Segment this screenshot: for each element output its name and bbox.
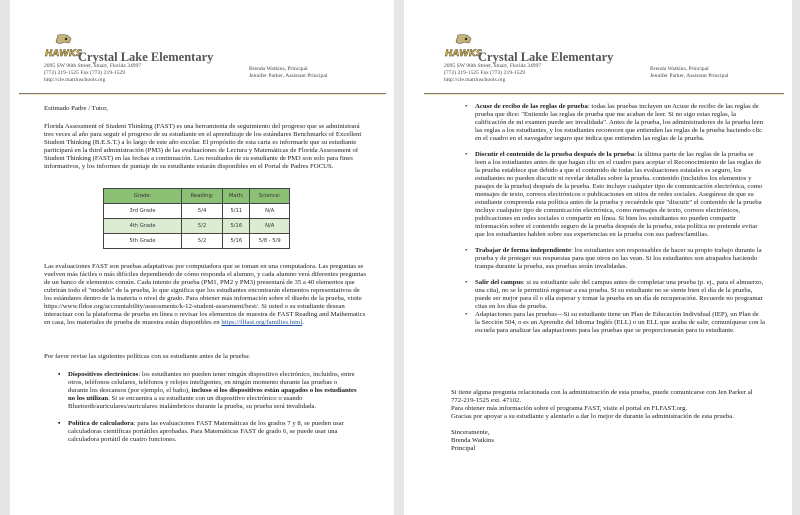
header-reading: Reading: [182, 189, 223, 204]
phone-fax: (772) 219-1525 Fax (772) 219-1529 [444, 70, 526, 76]
principal-name: Brenda Watkins, Principal [249, 66, 308, 72]
cell-math: 5/11 [223, 204, 250, 219]
phone-fax: (772) 219-1525 Fax (772) 219-1529 [44, 70, 126, 76]
item-text: . Si se encuentra a su estudiante con un dispositivo electrónico o usando Bluetooth/auriculares/auriculares inalámbricos durante la prueba, su prueba será invalidada. [68, 395, 317, 410]
assistant-principal-name: Jennifer Parker, Assistant Principal [249, 73, 328, 79]
bullet-icon: ▪ [58, 420, 61, 427]
svg-text:HAWKS: HAWKS [45, 49, 83, 59]
school-name: Crystal Lake Elementary [78, 50, 214, 64]
bullet-icon: • [465, 247, 468, 254]
list-item [465, 151, 765, 239]
school-website: http://cle.martinschools.org [444, 77, 506, 83]
signer-title: Principal [451, 445, 476, 452]
item-label: Discutir el contenido de la prueba después de la prueba [475, 151, 635, 158]
svg-text:HAWKS: HAWKS [445, 49, 483, 59]
header-science: Science: [250, 189, 290, 204]
test-schedule-table [103, 188, 290, 249]
item-label: Política de calculadora [68, 420, 134, 427]
list-item [465, 103, 765, 143]
cell-math: 5/16 [223, 219, 250, 234]
cell-science: 5/8 - 5/9 [250, 234, 290, 249]
table-row [104, 234, 290, 249]
table-row [104, 219, 290, 234]
bullet-icon: • [465, 311, 468, 318]
assistant-principal-name: Jennifer Parker, Assistant Principal [650, 73, 729, 79]
cell-math: 5/16 [223, 234, 250, 249]
header-divider [19, 93, 386, 95]
header-divider [424, 93, 784, 95]
policy-list-continued [465, 103, 766, 343]
item-text: : los estudiantes no pueden tener ningún dispositivo electrónico, incluidos, entre otros, teléfonos celulares, teléfonos y relojes inteligentes, en ningún momento durante las pruebas o durante los descansos (por ejemplo, el baño), [68, 371, 355, 394]
bullet-icon: • [465, 279, 468, 286]
closing: Sinceramente, [451, 429, 490, 436]
street-address: 2095 SW 96th Street, Stuart, Florida 34997 [44, 63, 142, 69]
policy-list [58, 371, 358, 452]
bullet-icon: ▪ [58, 371, 61, 378]
school-name: Crystal Lake Elementary [478, 50, 614, 64]
table-row [104, 204, 290, 219]
item-text: : los estudiantes son responsables de hacer su propio trabajo durante la prueba y de proteger sus respuestas para que otros no las vean. Si los estudiantes son atrapados haciendo trampa durante la prueba, sus pruebas serán invalidadas. [475, 247, 762, 270]
families-link[interactable]: https://flfast.org/families.html [221, 319, 303, 326]
intro-paragraph: Florida Assessment of Student Thinking (FAST) es una herramienta de seguimiento del progreso que se administrará tres veces al año para seguir el progreso de su estudiante en el aprendizaje de los estándares Benchmarks of Excellent Student Thinking (B.E.S.T.) a lo largo de este año escolar. El propósito de esta carta es informarle que su estudiante participará en la third administración (PM3) de las evaluaciones de Lectura y Matemáticas de Florida Assessment of Student Thinking (FAST) en las fechas a continuación. Los resultados de su estudiante de PM3 son solo para fines informativos, y los informes de puntaje de su estudiante estarán disponibles en el Portal de Padres FOCUS. [44, 123, 362, 170]
item-text: Adaptaciones para las pruebas—Si su estudiante tiene un Plan de Educación Individual (IEP), un Plan de la Sección 504, o es un Aprendiz del Idioma Inglés (ELL) o un ELL que acaba de salir, comuníquese con la escuela para analizar las adaptaciones para las pruebas que se proporcionarán para tu estudiante. [475, 311, 766, 334]
cell-science: N/A [250, 219, 290, 234]
adaptive-tests-paragraph [44, 263, 366, 327]
period: . [302, 319, 304, 326]
list-item [465, 311, 766, 335]
cell-grade: 4th Grade [104, 219, 182, 234]
cell-grade: 3rd Grade [104, 204, 182, 219]
more-info-text: Para obtener más información sobre el programa FAST, visite el portal en FLFAST.org. [451, 405, 688, 412]
table-header-row [104, 189, 290, 204]
principal-name: Brenda Watkins, Principal [650, 66, 709, 72]
signer-name: Brenda Watkins [451, 437, 495, 444]
item-label: Dispositivos electrónicos [68, 371, 139, 378]
item-text: : si su estudiante sale del campus antes de completar una prueba (p. ej., para el almuerzo, una cita), no se le permitirá regresar a esa prueba. Si su estudiante no se siente bien el día de la prueba, puede ser mejor para él o ella esperar y tomar la prueba en un día de recuperación. Recuerde no programar citas en los días de prueba. [475, 279, 764, 310]
paragraph-text: Las evaluaciones FAST son pruebas adaptativas por computadora que se toman en una computadora. Las preguntas se vuelven más fáciles o más difíciles dependiendo de cómo responda el alumno, y cada alumno verá diferentes preguntas de un banco de elementos común. Cada intento de prueba (PM1, PM2 y PM3) presentará de 35 a 40 elementos que cubrirán todo el "modelo" de la prueba, lo que significa que los estudiantes encontrarán elementos representativos de los estándares dentro de la materia o nivel de grado. Para obtener más información sobre el diseño de la prueba, visite https://www.fldoe.org/accountability/assessments/k-12-student-assesment/best/. Si usted o su estudiante desean interactuar con la plataforma de prueba en línea o revisar los elementos de muestra de FAST Reading and Mathematics en casa, los materiales de prueba de muestra están disponibles en [44, 263, 367, 326]
header-math: Math: [223, 189, 250, 204]
item-text: : la última parte de las reglas de la prueba se leen a los estudiantes antes de que hagan clic en el cuadro para aceptar el Reconocimiento de las reglas de la prueba establece que debido a que el contenido de todas las evaluaciones estatales es seguro, los estudiantes no pueden discutir ni revelar detalles sobre la prueba. contenido (incluidos los elementos y pasajes de la prueba) después de la prueba. Esto incluye cualquier tipo de comunicación electrónica, como mensajes de texto, correos electrónicos o publicaciones en sitios de redes sociales. Asegúrese de que su estudiante comprenda esta política antes de la prueba y recuérdele que "discutir" el contenido de la prueba incluye cualquier tipo de comunicación electrónica, como mensajes de texto, correos electrónicos, publicaciones en redes sociales o compartir en línea. Si bien los estudiantes no pueden compartir información sobre el contenido seguro de la prueba después de la prueba, esta política no pretende evitar que los estudiantes hablen sobre sus experiencias en la prueba con sus padres/familias. [475, 151, 763, 238]
cell-reading: 5/2 [182, 219, 223, 234]
staff-list [249, 66, 327, 80]
bullet-icon: • [465, 151, 468, 158]
thanks-text: Gracias por apoyar a su estudiante y alentarlo a dar lo mejor de durante la administración de esta prueba. [451, 413, 734, 420]
hawks-logo [44, 33, 83, 59]
street-address: 2095 SW 96th Street, Stuart, Florida 34997 [444, 63, 542, 69]
item-emphasis: incluso si los dispositivos están apagados o los estudiantes no los utilizan [68, 387, 357, 402]
list-item [58, 371, 358, 411]
school-address [44, 63, 141, 84]
item-label: Acuse de recibo de las reglas de prueba [475, 103, 588, 110]
item-label: Salir del campus [475, 279, 523, 286]
list-item [465, 247, 765, 271]
school-address [444, 63, 541, 84]
signature-block [451, 429, 494, 453]
item-text: : para las evaluaciones FAST Matemáticas de los grados 7 y 8, se pueden usar calculadoras científicas portátiles aprobadas. Para Matemáticas FAST de grado 6, se puede usar una calculadora portátil de cuatro funciones. [68, 420, 344, 443]
item-text: : todas las pruebas incluyen un Acuse de recibo de las reglas de prueba que dice: "Entiendo las reglas de prueba que me acaban de leer. Si no sigo estas reglas, la calificación de mi examen puede ser invalidada". Antes de la prueba, los administradores de la prueba leen las reglas a los estudiantes, y los estudiantes reconocen que entienden las reglas de la prueba haciendo clic en el cuadro en el navegador seguro que indica que entienden las reglas de la prueba. [475, 103, 764, 142]
cell-grade: 5th Grade [104, 234, 182, 249]
letter-page-2 [404, 0, 792, 515]
greeting: Estimado Padre / Tutor, [44, 105, 108, 112]
header-grade: Grade: [104, 189, 182, 204]
policies-intro: Por favor revise las siguientes políticas con su estudiante antes de la prueba: [44, 353, 250, 360]
hawks-logo [444, 33, 483, 59]
cell-science: N/A [250, 204, 290, 219]
cell-reading: 5/2 [182, 234, 223, 249]
staff-list [650, 66, 728, 80]
list-item [465, 279, 765, 311]
contact-text: Si tiene alguna pregunta relacionada con la administración de esta prueba, puede comunicarse con Jen Parker al 772-219-1525 ext. 47102. [451, 389, 753, 404]
school-website: http://cle.martinschools.org [44, 77, 106, 83]
cell-reading: 5/4 [182, 204, 223, 219]
list-item [58, 420, 358, 444]
letter-page-1 [10, 0, 394, 515]
contact-paragraph [451, 389, 761, 413]
bullet-icon: • [465, 103, 468, 110]
item-label: Trabajar de forma independiente [475, 247, 571, 254]
